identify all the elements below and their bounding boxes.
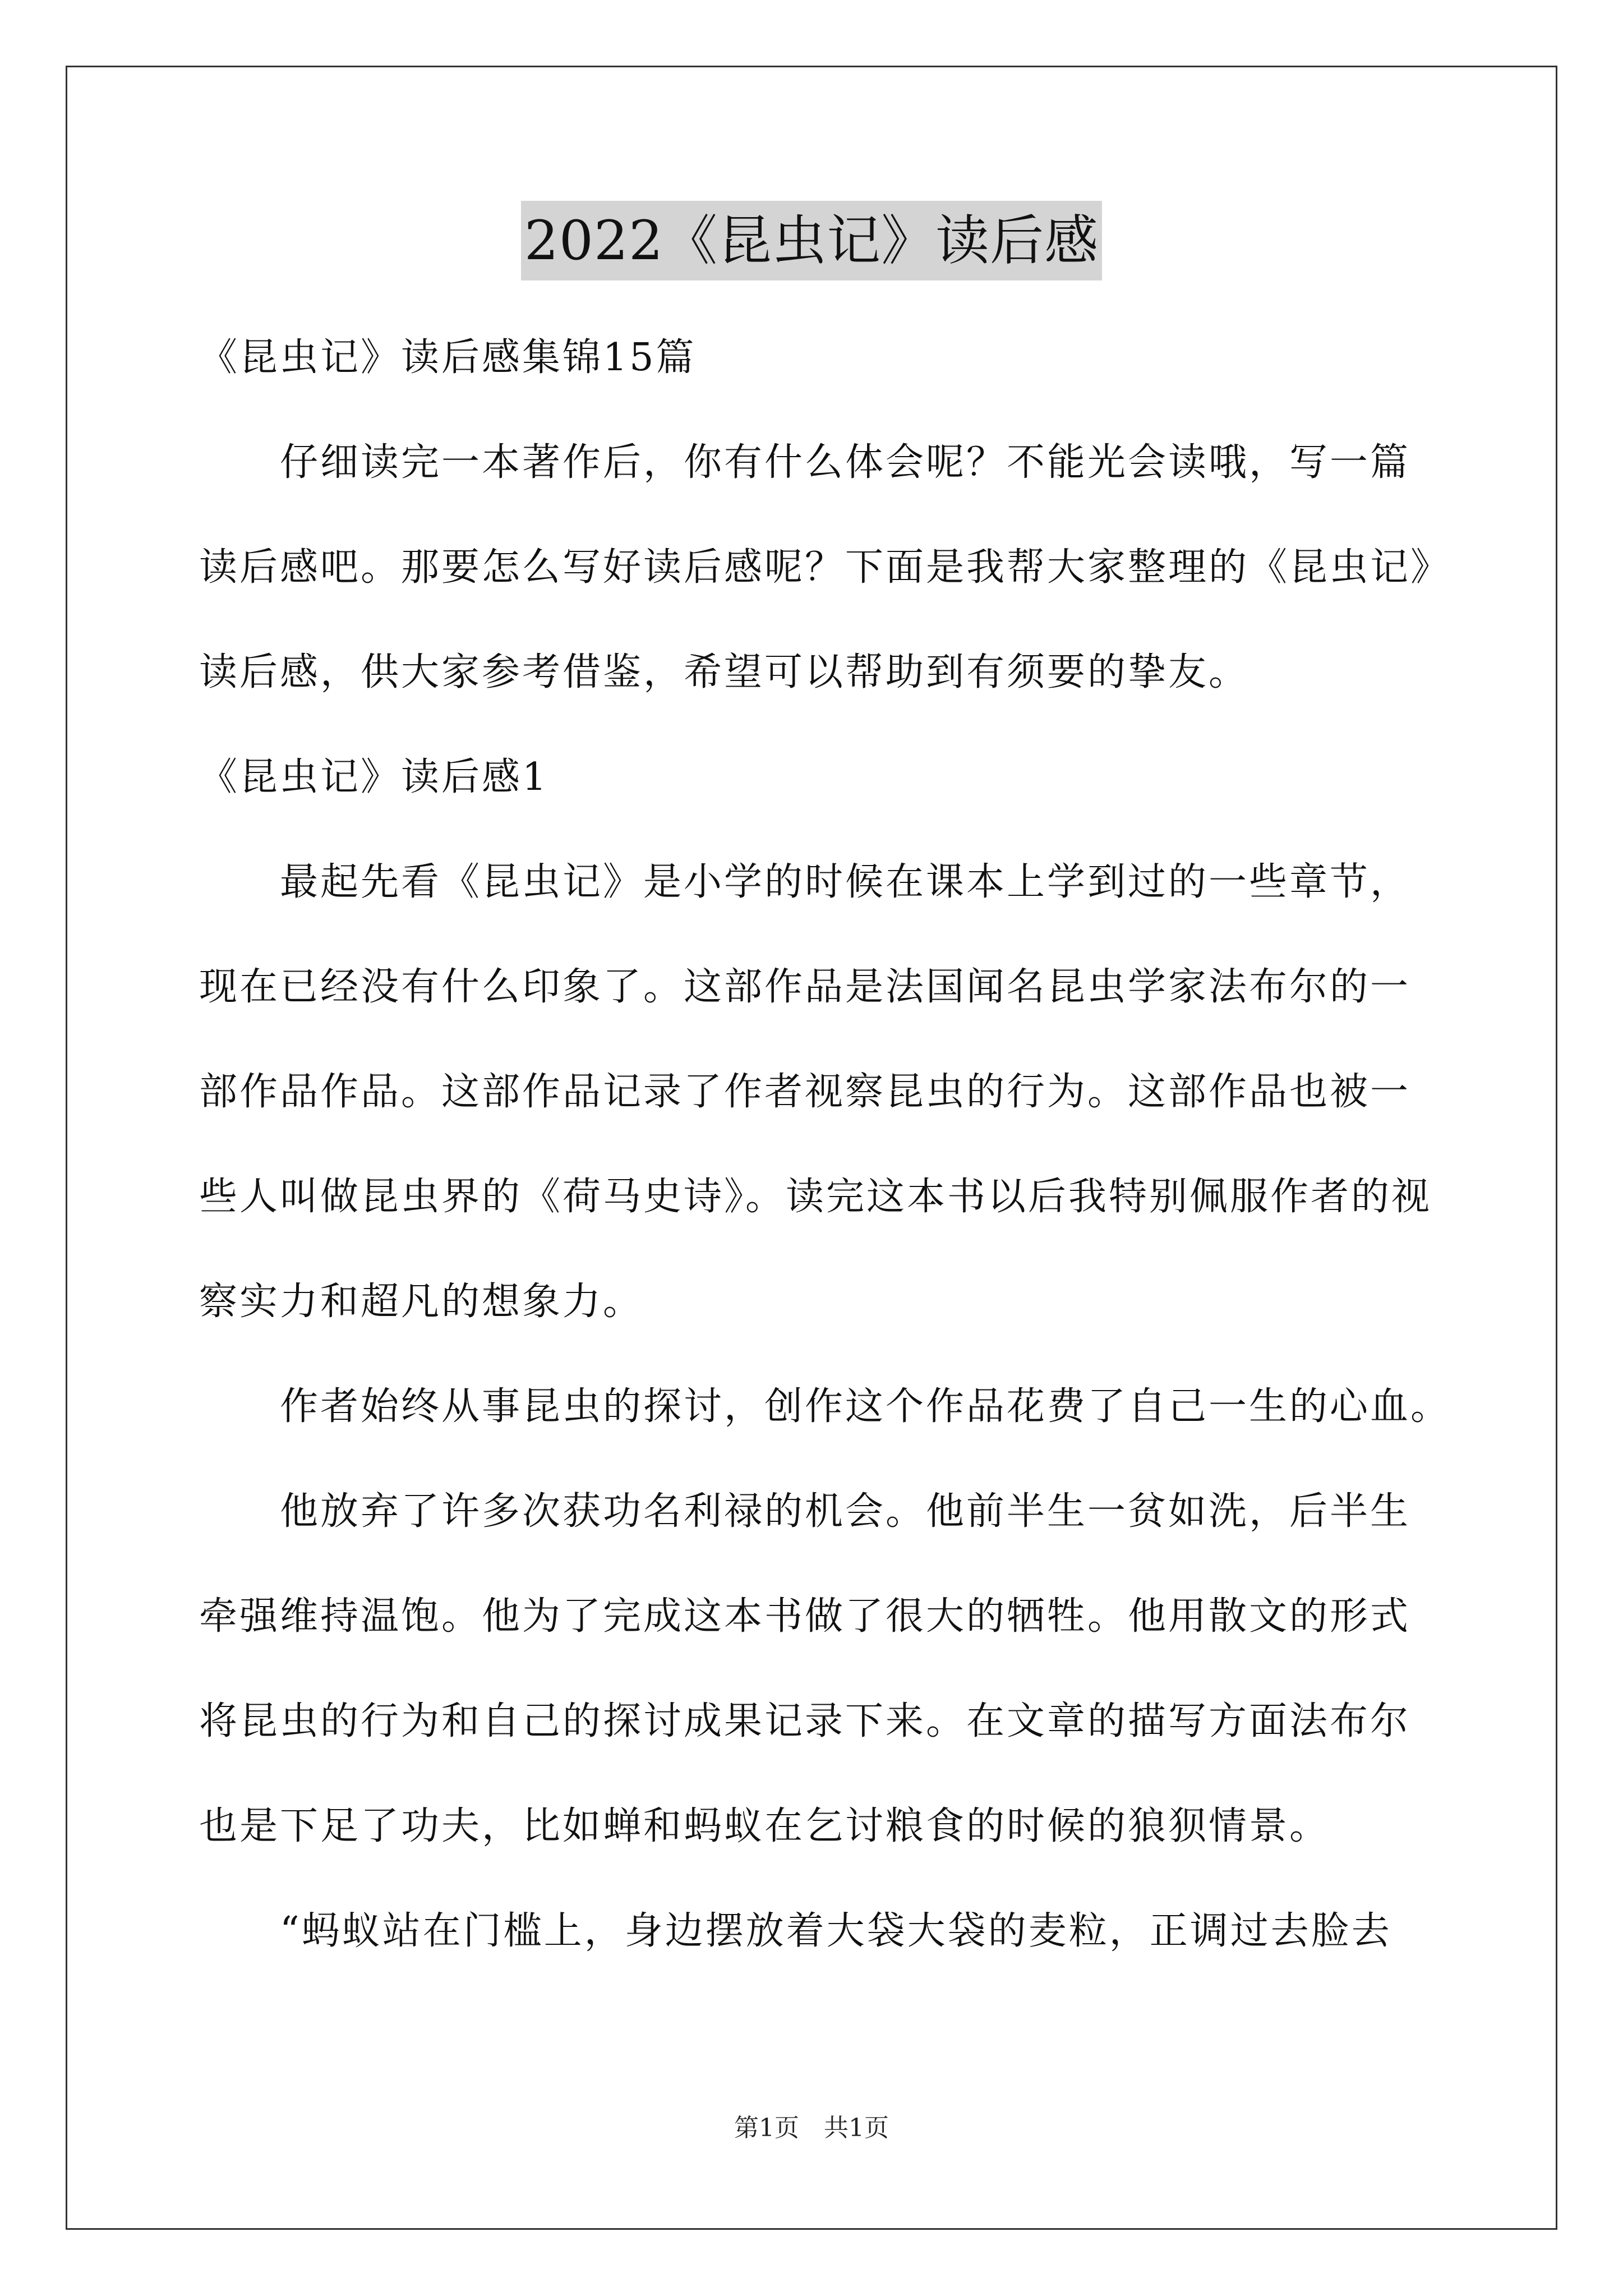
- text-line: “蚂蚁站在门槛上，身边摆放着大袋大袋的麦粒，正调过去脸去: [199, 1909, 1392, 1953]
- text-line: 将昆虫的行为和自己的探讨成果记录下来。在文章的描写方面法布尔: [199, 1699, 1411, 1743]
- text-line: 现在已经没有什么印象了。这部作品是法国闻名昆虫学家法布尔的一: [199, 965, 1411, 1009]
- text-line: 牵强维持温饱。他为了完成这本书做了很大的牺牲。他用散文的形式: [199, 1594, 1411, 1639]
- text-line: 部作品作品。这部作品记录了作者视察昆虫的行为。这部作品也被一: [199, 1070, 1411, 1114]
- document-title: 2022《昆虫记》读后感: [521, 201, 1102, 280]
- section-heading: 《昆虫记》读后感1: [199, 755, 549, 799]
- text-line: 读后感，供大家参考借鉴，希望可以帮助到有须要的挚友。: [199, 650, 1249, 694]
- text-line: 最起先看《昆虫记》是小学的时候在课本上学到过的一些章节，: [199, 860, 1411, 904]
- text-line: 他放弃了许多次获功名利禄的机会。他前半生一贫如洗，后半生: [199, 1489, 1411, 1534]
- page-footer: 第1页 共1页: [734, 2114, 889, 2142]
- page-border: [66, 66, 1557, 2230]
- title-container: [0, 201, 1623, 280]
- text-line: 读后感吧。那要怎么写好读后感呢？下面是我帮大家整理的《昆虫记》: [199, 545, 1451, 590]
- text-line: 察实力和超凡的想象力。: [199, 1280, 644, 1324]
- section-heading: 《昆虫记》读后感集锦15篇: [199, 335, 697, 380]
- text-line: 也是下足了功夫，比如蝉和蚂蚁在乞讨粮食的时候的狼狈情景。: [199, 1804, 1330, 1848]
- text-line: 些人叫做昆虫界的《荷马史诗》。读完这本书以后我特别佩服作者的视: [199, 1175, 1432, 1219]
- text-line: 仔细读完一本著作后，你有什么体会呢？不能光会读哦，写一篇: [199, 440, 1411, 485]
- text-line: 作者始终从事昆虫的探讨，创作这个作品花费了自己一生的心血。: [199, 1384, 1451, 1429]
